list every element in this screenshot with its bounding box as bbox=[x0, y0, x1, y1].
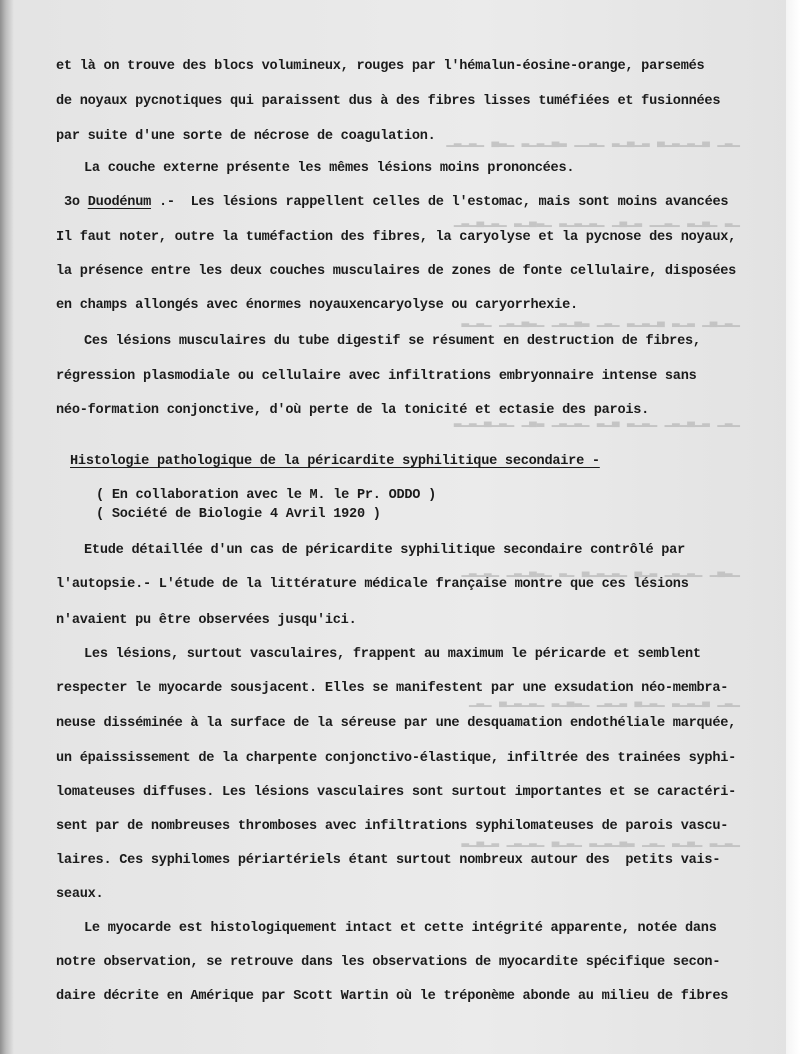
text-line: notre observation, se retrouve dans les observations de myocardite spécifique secon- bbox=[56, 955, 721, 970]
text-line: n'avaient pu être observées jusqu'ici. bbox=[56, 613, 357, 628]
paragraph-start: Le myocarde est histologiquement intact et cette intégrité apparente, notée dans bbox=[84, 921, 717, 936]
text-line: par suite d'une sorte de nécrose de coagulation. bbox=[56, 129, 436, 144]
text-line: laires. Ces syphilomes périartériels étant surtout nombreux autour des petits vais- bbox=[56, 853, 721, 868]
text-line: Il faut noter, outre la tuméfaction des fibres, la caryolyse et la pycnose des noyaux, bbox=[56, 230, 737, 245]
section-heading: Histologie pathologique de la péricardite syphilitique secondaire - bbox=[70, 454, 600, 469]
text-line: un épaississement de la charpente conjonctivo-élastique, infiltrée des trainées syphi- bbox=[56, 751, 737, 766]
text-line: Les lésions rappellent celles de l'estomac, mais sont moins avancées bbox=[190, 195, 729, 210]
text-line: et là on trouve des blocs volumineux, rouges par l'hémalun-éosine-orange, parsemés bbox=[56, 59, 705, 74]
text-line: la présence entre les deux couches musculaires de zones de fonte cellulaire, disposées bbox=[56, 264, 737, 279]
text-line: sent par de nombreuses thromboses avec infiltrations syphilomateuses de parois vascu- bbox=[56, 819, 729, 834]
page-right-margin bbox=[786, 0, 800, 1054]
duodenum-line bbox=[64, 194, 728, 212]
section-separator: .- bbox=[158, 195, 175, 210]
text-line: l'autopsie.- L'étude de la littérature médicale française montre que ces lésions bbox=[56, 577, 689, 592]
text-line: seaux. bbox=[56, 887, 104, 902]
paragraph-start: Etude détaillée d'un cas de péricardite syphilitique secondaire contrôlé par bbox=[84, 543, 685, 558]
paragraph-start: Ces lésions musculaires du tube digestif se résument en destruction de fibres, bbox=[84, 334, 701, 349]
paragraph-start: La couche externe présente les mêmes lésions moins prononcées. bbox=[84, 161, 575, 176]
text-line: régression plasmodiale ou cellulaire avec infiltrations embryonnaire intense sans bbox=[56, 369, 697, 384]
reverse-side-show-through: ▁▂▁ ▃▁▂▁▂▁▃ ▂▁▃▁▂ ▁▂▁▁ ▂▃▁▂▁▂ ▁▂▃ ▁▂▁▂▁ ▁▂ ▁▃▁▂ ▁▂▁▁ ▂▁▃▁ ▁▂▁▂▁▂ ▁▂▃▁▂ ▁▂▁▃▁▂▁ ▁▂▁▃▁ ▂▁▂ ▃▁▂▁▂ ▁▂▁ ▂▃▁▂▁ ▁▂▃▁▂▁ ▁▂▁▂ ▁▂▁ ▂▁▃▁▂▁ ▁▂▁▂ ▃▁▂ ▁▂▁▂▁ ▂▃▁ ▁▂▁▃▁▂▁▂ ▁▂▃▁ ▁▂▁▂▁ ▂▁▃ ▁▂▁▂▁▃ ▁▂ ▁▂▃▁▂▁ ▁▂▁▂▁ ▁▂▁ ▃▁▂▁▂ ▁▂▁▃ ▂▁▂▁ ▁▂▃▁▂ ▁▂▁▂▁▃ ▁▂▁ ▁▂▁▂ ▁▃▁▂ ▁▂▁ ▂▃▁▂▁▂ ▁▂▁▃ ▁▂▁▂▁ ▂▁▃▁▂ bbox=[446, 132, 740, 847]
text-line: en champs allongés avec énormes noyauxencaryolyse ou caryorrhexie. bbox=[56, 298, 578, 313]
text-line: neuse disséminée à la surface de la séreuse par une desquamation endothéliale marquée, bbox=[56, 716, 737, 731]
collaboration-note: ( En collaboration avec le M. le Pr. ODDO ) bbox=[96, 488, 437, 503]
section-label-duodenum: Duodénum bbox=[87, 195, 152, 210]
text-line: respecter le myocarde sousjacent. Elles se manifestent par une exsudation néo-membra- bbox=[56, 681, 729, 696]
society-note: ( Société de Biologie 4 Avril 1920 ) bbox=[96, 507, 381, 522]
text-line: lomateuses diffuses. Les lésions vasculaires sont surtout importantes et se caractéri- bbox=[56, 785, 737, 800]
section-number: 3o bbox=[64, 195, 80, 210]
text-line: de noyaux pycnotiques qui paraissent dus à des fibres lisses tuméfiées et fusionnées bbox=[56, 94, 721, 109]
text-line: daire décrite en Amérique par Scott Wartin où le tréponème abonde au milieu de fibres bbox=[56, 989, 729, 1004]
text-line: néo-formation conjonctive, d'où perte de la tonicité et ectasie des parois. bbox=[56, 403, 650, 418]
paragraph-start: Les lésions, surtout vasculaires, frappent au maximum le péricarde et semblent bbox=[84, 647, 701, 662]
